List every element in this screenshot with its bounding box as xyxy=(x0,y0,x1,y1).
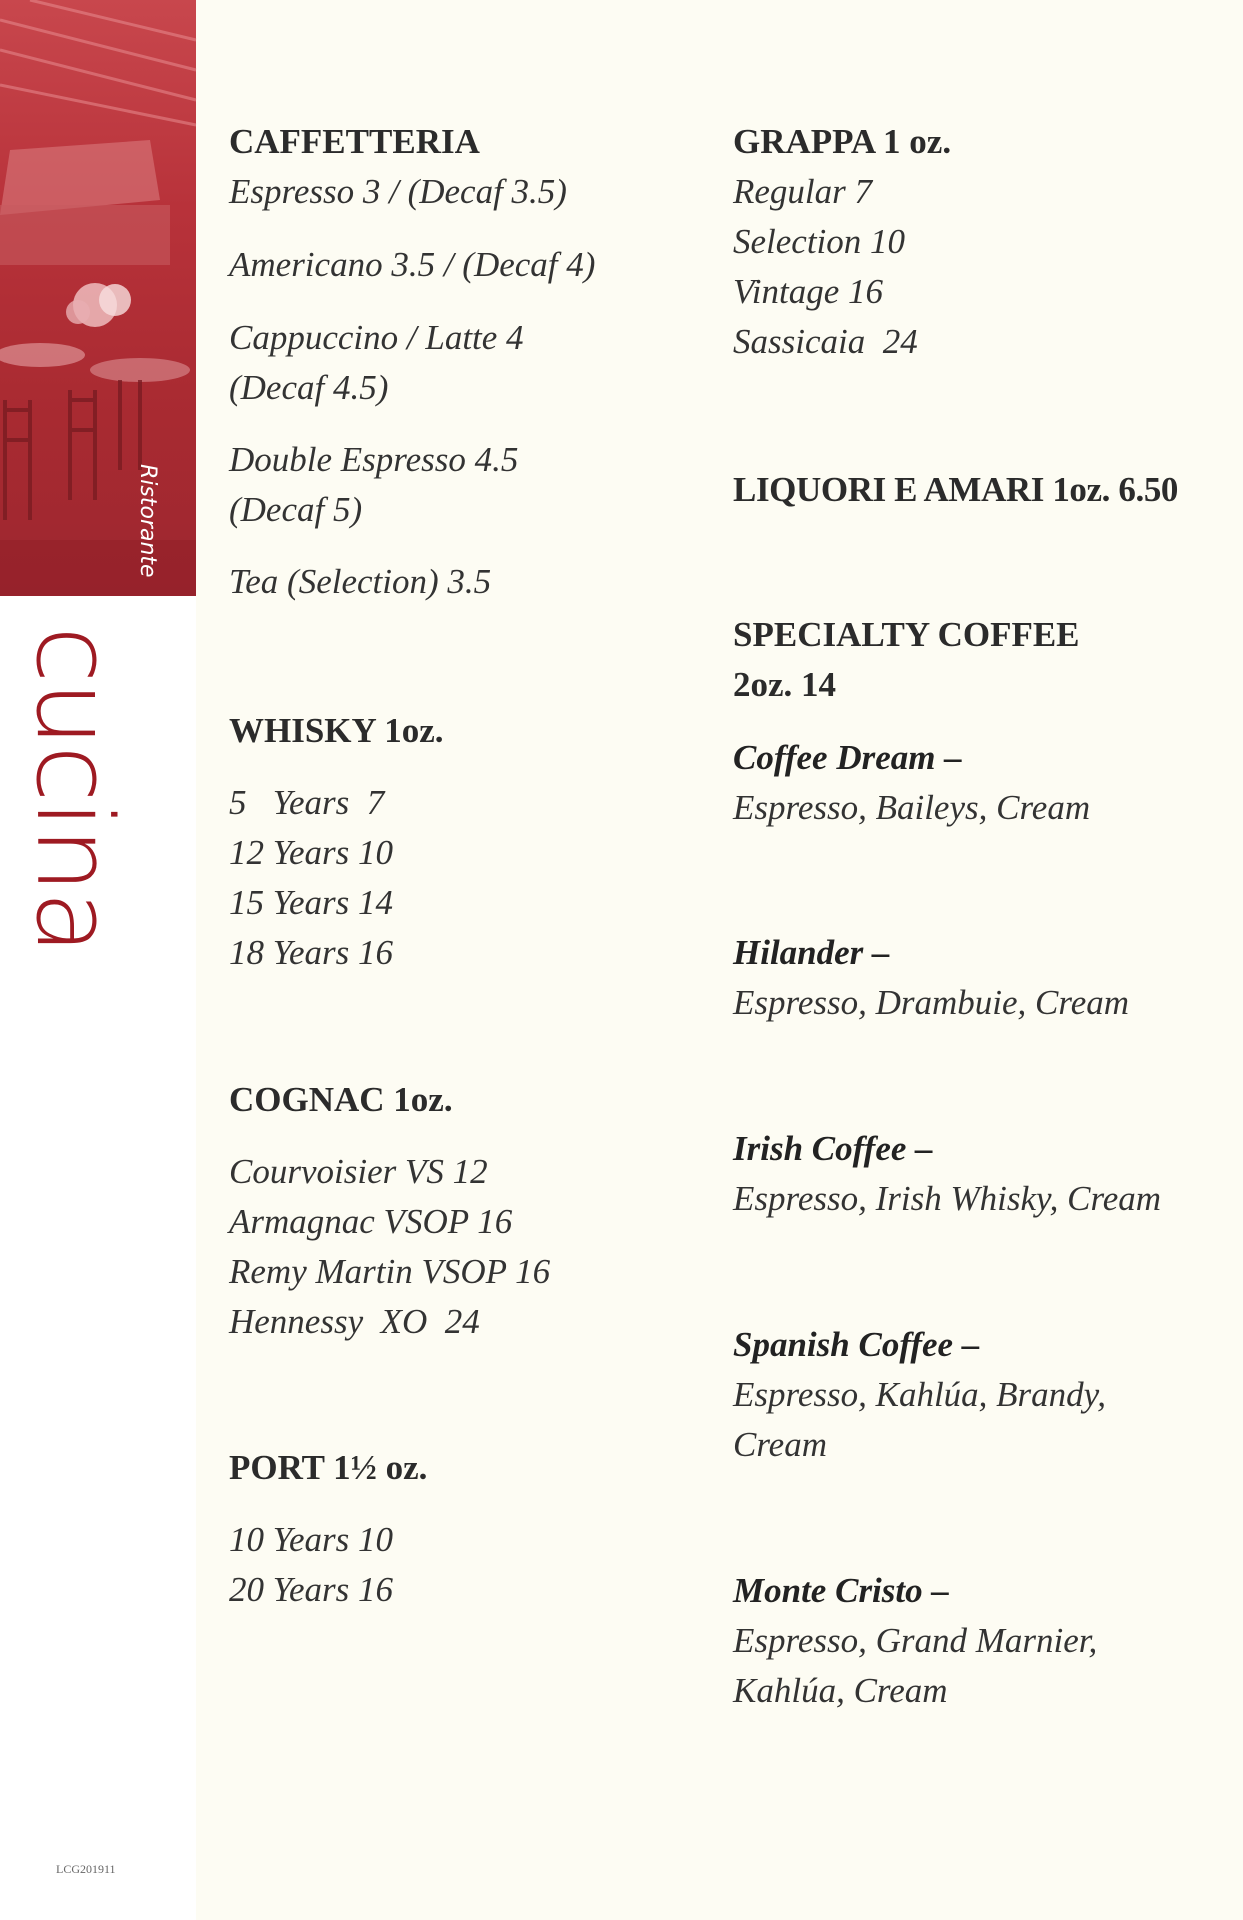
cognac-item: Hennessy XO 24 xyxy=(229,1302,480,1341)
drink-name: Irish Coffee – xyxy=(733,1129,933,1168)
drink-name: Spanish Coffee – xyxy=(733,1325,980,1364)
restaurant-photo xyxy=(0,0,196,596)
cognac-item: Armagnac VSOP 16 xyxy=(229,1202,513,1241)
specialty-price: 2oz. 14 xyxy=(733,665,837,704)
port-title: PORT 1½ oz. xyxy=(229,1448,428,1487)
grappa-item: Selection 10 xyxy=(733,222,906,261)
caffetteria-item: Espresso 3 / (Decaf 3.5) xyxy=(229,172,567,211)
liquori-title: LIQUORI E AMARI 1oz. 6.50 xyxy=(733,470,1179,509)
drink-description: Espresso, Kahlúa, Brandy, xyxy=(733,1375,1107,1414)
whisky-item: 15 Years 14 xyxy=(229,883,394,922)
caffetteria-item: Double Espresso 4.5 xyxy=(229,440,519,479)
whisky-item: 18 Years 16 xyxy=(229,933,394,972)
grappa-item: Sassicaia 24 xyxy=(733,322,918,361)
drink-description: Cream xyxy=(733,1425,827,1464)
drink-description: Espresso, Irish Whisky, Cream xyxy=(733,1179,1162,1218)
drink-name: Hilander – xyxy=(733,933,890,972)
cognac-item: Remy Martin VSOP 16 xyxy=(229,1252,551,1291)
caffetteria-item: Cappuccino / Latte 4 xyxy=(229,318,524,357)
caffetteria-item: (Decaf 4.5) xyxy=(229,368,389,407)
cognac-title: COGNAC 1oz. xyxy=(229,1080,453,1119)
brand-strip xyxy=(0,0,196,1920)
restaurant-interior-illustration xyxy=(0,0,196,596)
drink-description: Espresso, Baileys, Cream xyxy=(733,788,1091,827)
drink-description: Espresso, Drambuie, Cream xyxy=(733,983,1130,1022)
logo-ristorante: Ristorante xyxy=(135,464,160,578)
whisky-item: 5 Years 7 xyxy=(229,783,385,822)
drink-description: Espresso, Grand Marnier, xyxy=(733,1621,1098,1660)
caffetteria-item: Tea (Selection) 3.5 xyxy=(229,562,492,601)
specialty-title: SPECIALTY COFFEE xyxy=(733,615,1080,654)
cognac-item: Courvoisier VS 12 xyxy=(229,1152,488,1191)
grappa-title: GRAPPA 1 oz. xyxy=(733,122,952,161)
caffetteria-item: Americano 3.5 / (Decaf 4) xyxy=(229,245,596,284)
caffetteria-item: (Decaf 5) xyxy=(229,490,363,529)
logo-cucina: cucina xyxy=(13,626,135,953)
grappa-item: Regular 7 xyxy=(733,172,873,211)
whisky-title: WHISKY 1oz. xyxy=(229,711,444,750)
drink-name: Coffee Dream – xyxy=(733,738,962,777)
port-item: 20 Years 16 xyxy=(229,1570,394,1609)
grappa-item: Vintage 16 xyxy=(733,272,884,311)
drink-name: Monte Cristo – xyxy=(733,1571,949,1610)
print-code: LCG201911 xyxy=(56,1862,116,1876)
drink-description: Kahlúa, Cream xyxy=(733,1671,948,1710)
whisky-item: 12 Years 10 xyxy=(229,833,394,872)
caffetteria-title: CAFFETTERIA xyxy=(229,122,480,161)
port-item: 10 Years 10 xyxy=(229,1520,394,1559)
